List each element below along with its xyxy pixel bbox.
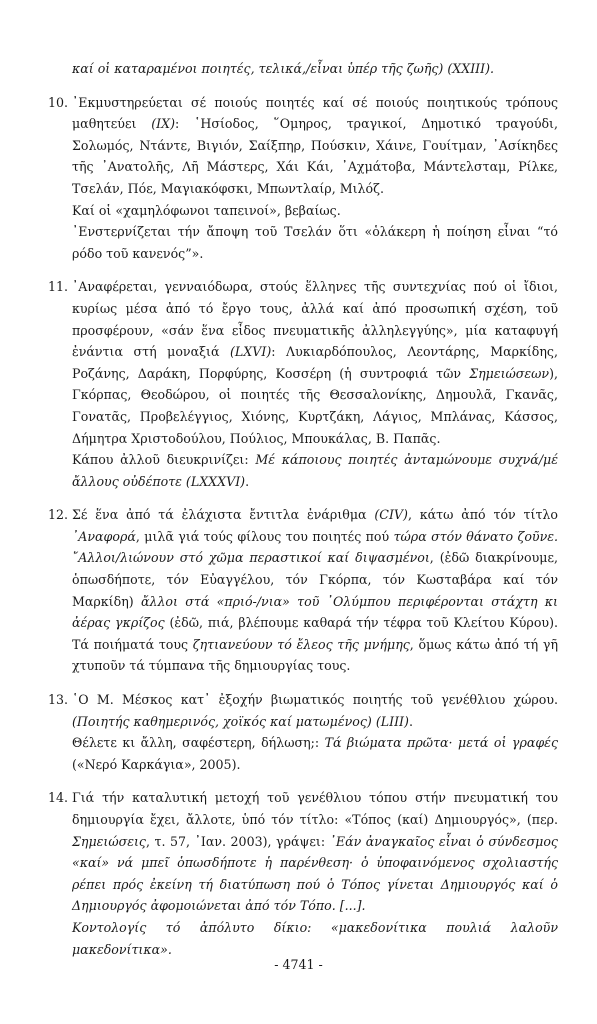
item-paragraph: ᾿Εκμυστηρεύεται σέ ποιούς ποιητές καί σέ ποιούς ποιητικούς τρόπους μαθητεύει (IX): ῾Ησίοδος, ῞Ομηρος, τραγικοί, Δημοτικό τραγούδι, Σολωμός, Ντάντε, Βιγιόν, Σαίξπηρ, Πούσκιν, Χάινε, Γουίτμαν, ᾿Ασίκηδες τῆς ᾿Ανατολῆς, Λῆ Μάστερς, Χάι Κάι, ᾿Αχμάτοβα, Μάντελσταμ, Ρίλκε, Τσελάν, Πόε, Μαγιακόφσκι, Μπωντλαίρ, Μιλόζ. — [72, 94, 558, 196]
item-paragraph: Κοντολογίς τό ἀπόλυτο δίκιο: «μακεδονίτικα πουλιά λαλοῦν μακεδονίτικα». — [72, 919, 558, 957]
page-body — [48, 58, 558, 960]
item-paragraph: ῾Ο Μ. Μέσκος κατ᾿ ἐξοχήν βιωματικός ποιητής τοῦ γενέθλιου χώρου. (Ποιητής καθημερινός, χοϊκός καί ματωμένος) (LIII). — [72, 692, 558, 729]
list-item-12 — [48, 504, 558, 677]
quote: Τά βιώματα πρῶτα· μετά οἱ γραφές — [324, 735, 558, 751]
list-item-14 — [48, 787, 558, 960]
item-paragraph: Σέ ἕνα ἀπό τά ἐλάχιστα ἔντιτλα ἐνάριθμα (CIV), κάτω ἀπό τόν τίτλο ᾿Αναφορά, μιλᾶ γιά τούς φίλους του ποιητές πού τώρα στόν θάνατο ζοῦνε. ῎Αλλοι/λιώνουν στό χῶμα περαστικοί καί διψασμένοι, (ἐδῶ διακρίνουμε, ὁπωσδήποτε, τόν Εὐαγγέλου, τόν Γκόρπα, τόν Κωσταβάρα καί τόν Μαρκίδη) ἄλλοι στά «πριό-/νια» τοῦ ᾿Ολύμπου περιφέρονται στάχτη κι ἀέρας γκρίζος (ἐδῶ, πιά, βλέπουμε καθαρά τήν τέφρα τοῦ Κλείτου Κύρου). Τά ποιήματά τους ζητιανεύουν τό ἔλεος τῆς μνήμης, ὅμως κάτω ἀπό τή γῆ χτυποῦν τά τύμπανα τῆς δημιουργίας τους. — [72, 507, 558, 674]
list-item-13 — [48, 689, 558, 775]
reference: (IX) — [151, 116, 176, 132]
item-paragraph: Κάπου ἀλλοῦ διευκρινίζει: Μέ κάποιους ποιητές ἀνταμώνουμε συχνά/μέ ἄλλους οὐδέποτε (LXXXVI). — [72, 452, 558, 489]
quote: Μέ κάποιους ποιητές ἀνταμώνουμε συχνά/μέ ἄλλους οὐδέποτε (LXXXVI) — [72, 452, 558, 489]
intro-line: καί οἱ καταραμένοι ποιητές, τελικά,/εἶναι ὑπέρ τῆς ζωῆς) (XXIII). — [72, 61, 495, 76]
item-paragraph: ᾿Ενστερνίζεται τήν ἄποψη τοῦ Τσελάν ὅτι «ὁλάκερη ἡ ποίηση εἶναι “τό ρόδο τοῦ κανενός”». — [72, 224, 558, 261]
item-paragraph: Καί οἱ «χαμηλόφωνοι ταπεινοί», βεβαίως. — [72, 202, 341, 218]
item-paragraph: Γιά τήν καταλυτική μετοχή τοῦ γενέθλιου τόπου στήν πνευματική του δημιουργία ἔχει, ἄλλοτε, ὑπό τόν τίτλο: «Τόπος (καί) Δημιουργός», (περ. Σημειώσεις, τ. 57, ᾿Ιαν. 2003), γράψει: ᾿Εάν ἀναγκαῖος εἶναι ὁ σύνδεσμος «καί» νά μπεῖ ὁπωσδήποτε ἡ παρένθεση· ὁ ὑποφαινόμενος σχολιαστής ρέπει πρός ἐκείνη τή διατύπωση πού ὁ Τόπος γίνεται Δημιουργός καί ὁ Δημιουργός ἀφομοιώνεται ἀπό τόν Τόπο. [...]. — [72, 790, 558, 914]
item-paragraph: ᾿Αναφέρεται, γενναιόδωρα, στούς ἕλληνες τῆς συντεχνίας πού οἱ ἴδιοι, κυρίως μέσα ἀπό τό ἔργο τους, ἀλλά καί ἀπό προσωπική σχέση, τοῦ προσφέρουν, «σάν ἕνα εἶδος πνευματικῆς ἀλληλεγγύης», μία καταφυγή ἐνάντια στή μοναξιά (LXVI): Λυκιαρδόπουλος, Λεοντάρης, Μαρκίδης, Ροζάνης, Δαράκη, Πορφύρης, Κοσσέρη (ἡ συντροφιά τῶν Σημειώσεων), Γκόρπας, Θεοδώρου, οἱ ποιητές τῆς Θεσσαλονίκης, Δημουλᾶ, Γκανᾶς, Γονατᾶς, Προβελέγγιος, Χιόνης, Κυρτζάκη, Λάγιος, Μπλάνας, Κάσσος, Δήμητρα Χριστοδούλου, Πούλιος, Μπουκάλας, Β. Παπᾶς. — [72, 279, 558, 446]
item-number: 10. — [48, 94, 69, 110]
item-number: 13. — [48, 692, 69, 708]
list-item-10 — [48, 92, 558, 265]
item-number: 11. — [48, 279, 69, 295]
item-number: 12. — [48, 507, 69, 523]
reference: (CIV) — [374, 507, 408, 523]
item-paragraph: Θέλετε κι ἄλλη, σαφέστερη, δήλωση;: Τά βιώματα πρῶτα· μετά οἱ γραφές («Νερό Καρκάγια», 2005). — [72, 735, 558, 772]
page-number: - 4741 - — [274, 957, 323, 972]
list-item-11 — [48, 276, 558, 492]
item-number: 14. — [48, 790, 69, 806]
reference: (LXVI) — [230, 344, 272, 360]
quote: ᾿Εάν ἀναγκαῖος εἶναι ὁ σύνδεσμος «καί» νά μπεῖ ὁπωσδήποτε ἡ παρένθεση· ὁ ὑποφαινόμενος σχολιαστής ρέπει πρός ἐκείνη τή διατύπωση πού ὁ Τόπος γίνεται Δημιουργός καί ὁ Δημιουργός ἀφομοιώνεται ἀπό τόν Τόπο. [...]. — [72, 833, 558, 914]
